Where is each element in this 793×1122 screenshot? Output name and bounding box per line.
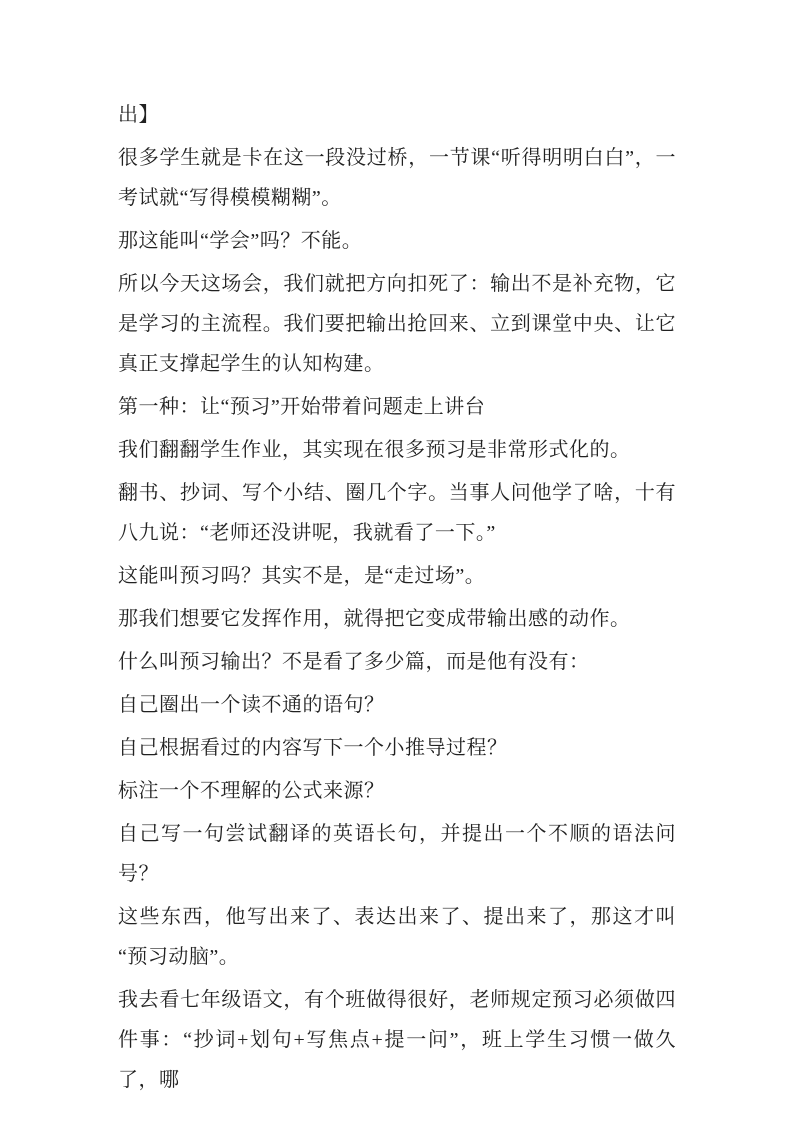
document-body: [118, 95, 676, 1100]
paragraph: 所以今天这场会，我们就把方向扣死了：输出不是补充物，它是学习的主流程。我们要把输出抢回来、立到课堂中央、让它真正支撑起学生的认知构建。: [118, 273, 676, 375]
list-item-question: 标注一个不理解的公式来源？: [118, 780, 385, 802]
list-item-question: 自己圈出一个读不通的语句？: [118, 694, 385, 716]
paragraph: 很多学生就是卡在这一段没过桥，一节课“听得明明白白”，一考试就“写得模模糊糊”。: [118, 147, 676, 209]
paragraph: 那这能叫“学会”吗？不能。: [118, 230, 363, 252]
paragraph: 我们翻翻学生作业，其实现在很多预习是非常形式化的。: [118, 439, 631, 461]
paragraph: 这些东西，他写出来了、表达出来了、提出来了，那这才叫“预习动脑”。: [118, 906, 676, 968]
list-item-question: 自己写一句尝试翻译的英语长句，并提出一个不顺的语法问号？: [118, 823, 676, 885]
paragraph: 我去看七年级语文，有个班做得很好，老师规定预习必须做四件事：“抄词+划句+写焦点+提一问”，班上学生习惯一做久了，哪: [118, 989, 676, 1091]
paragraph: 翻书、抄词、写个小结、圈几个字。当事人问他学了啥，十有八九说：“老师还没讲呢，我就看了一下。”: [118, 482, 676, 544]
section-heading: 第一种：让“预习”开始带着问题走上讲台: [118, 396, 486, 418]
paragraph: 那我们想要它发挥作用，就得把它变成带输出感的动作。: [118, 608, 631, 630]
list-item-question: 自己根据看过的内容写下一个小推导过程？: [118, 737, 508, 759]
heading-fragment: 出】: [118, 104, 159, 126]
paragraph: 什么叫预习输出？不是看了多少篇，而是他有没有：: [118, 651, 590, 673]
paragraph: 这能叫预习吗？其实不是，是“走过场”。: [118, 565, 486, 587]
